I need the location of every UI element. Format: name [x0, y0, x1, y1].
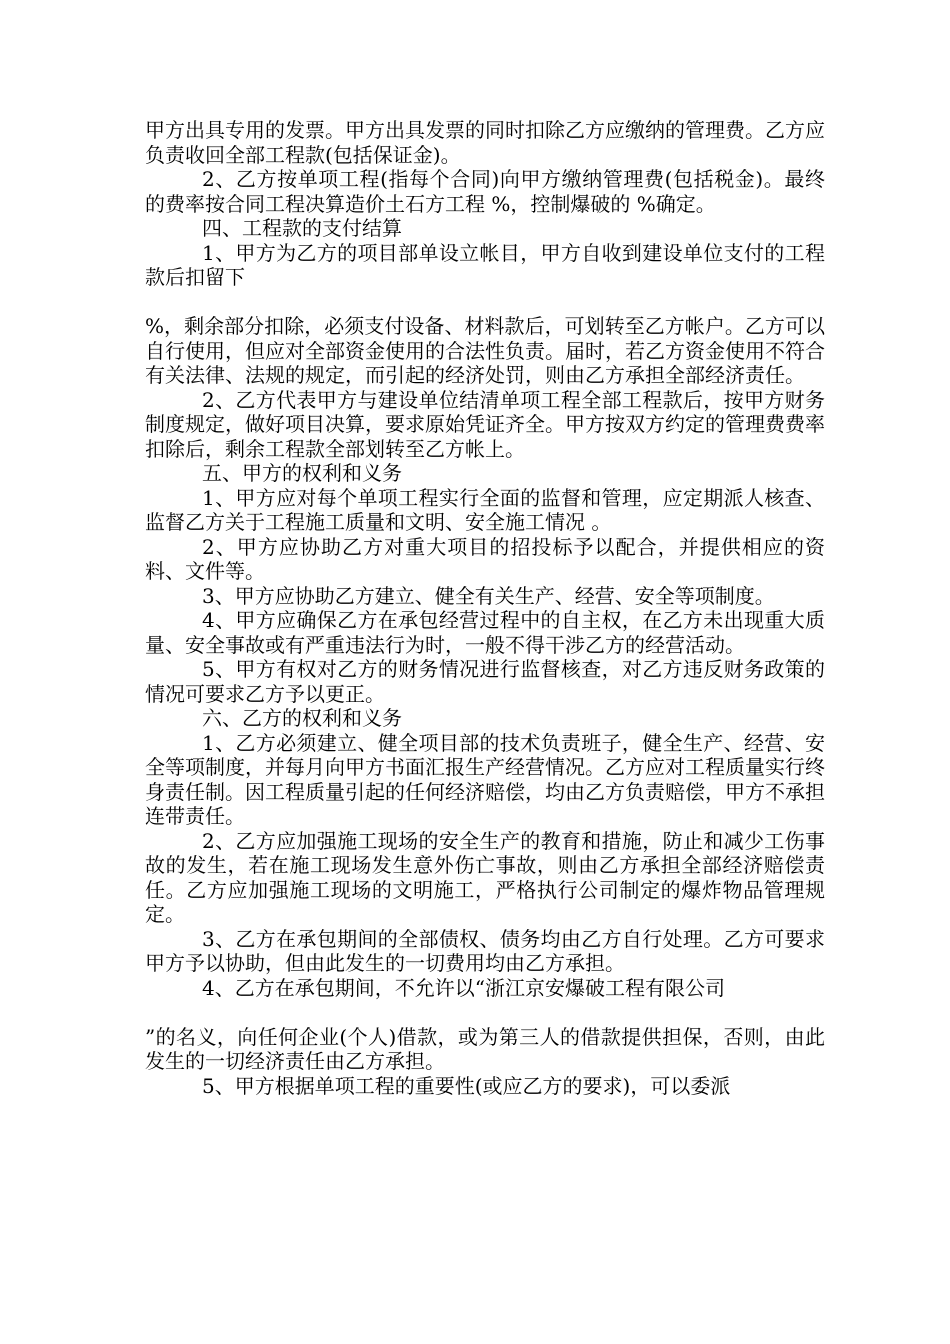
section-heading-party-a: 五、甲方的权利和义务	[202, 461, 402, 485]
paragraph-party-b-2: 2、乙方应加强施工现场的安全生产的教育和措施，防止和减少工伤事故的发生，若在施工现场发生意外伤亡事故，则由乙方承担全部经济赔偿责任。乙方应加强施工现场的文明施工，严格执行公司制定的爆炸物品管理规定。	[145, 828, 825, 926]
paragraph-payment-2: 2、乙方代表甲方与建设单位结清单项工程全部工程款后，按甲方财务制度规定，做好项目决算，要求原始凭证齐全。甲方按双方约定的管理费费率扣除后，剩余工程款全部划转至乙方帐上。	[145, 387, 825, 461]
paragraph-party-b-4-cont: ”的名义，向任何企业(个人)借款，或为第三人的借款提供担保，否则，由此发生的一切经济责任由乙方承担。	[145, 1024, 825, 1073]
paragraph-party-b-5: 5、甲方根据单项工程的重要性(或应乙方的要求)，可以委派	[202, 1073, 731, 1098]
paragraph-party-b-1: 1、乙方必须建立、健全项目部的技术负责班子，健全生产、经营、安全等项制度，并每月向甲方书面汇报生产经营情况。乙方应对工程质量实行终身责任制。因工程质量引起的任何经济赔偿，均由乙方负责赔偿，甲方不承担连带责任。	[145, 730, 825, 828]
section-heading-party-b: 六、乙方的权利和义务	[202, 706, 402, 730]
paragraph-party-b-4: 4、乙方在承包期间，不允许以“浙江京安爆破工程有限公司	[202, 975, 725, 1000]
paragraph-management-fee: 2、乙方按单项工程(指每个合同)向甲方缴纳管理费(包括税金)。最终的费率按合同工程决算造价土石方工程 %，控制爆破的 %确定。	[145, 167, 825, 216]
paragraph-party-a-1: 1、甲方应对每个单项工程实行全面的监督和管理，应定期派人核查、监督乙方关于工程施工质量和文明、安全施工情况 。	[145, 485, 825, 534]
paragraph-payment-1-cont: %，剩余部分扣除，必须支付设备、材料款后，可划转至乙方帐户。乙方可以自行使用，但应对全部资金使用的合法性负责。届时，若乙方资金使用不符合有关法律、法规的规定，而引起的经济处罚，则由乙方承担全部经济责任。	[145, 314, 825, 387]
blank-line	[145, 1000, 825, 1025]
paragraph-party-b-3: 3、乙方在承包期间的全部债权、债务均由乙方自行处理。乙方可要求甲方予以协助，但由此发生的一切费用均由乙方承担。	[145, 926, 825, 975]
paragraph-invoice: 甲方出具专用的发票。甲方出具发票的同时扣除乙方应缴纳的管理费。乙方应负责收回全部工程款(包括保证金)。	[145, 118, 825, 167]
blank-line	[145, 290, 825, 315]
paragraph-party-a-5: 5、甲方有权对乙方的财务情况进行监督核查，对乙方违反财务政策的情况可要求乙方予以更正。	[145, 657, 825, 706]
section-heading-payment: 四、工程款的支付结算	[202, 216, 402, 240]
paragraph-party-a-4: 4、甲方应确保乙方在承包经营过程中的自主权，在乙方未出现重大质量、安全事故或有严重违法行为时，一般不得干涉乙方的经营活动。	[145, 608, 825, 657]
paragraph-party-a-2: 2、甲方应协助乙方对重大项目的招投标予以配合，并提供相应的资料、文件等。	[145, 534, 825, 583]
document-page	[145, 118, 825, 1098]
paragraph-party-a-3: 3、甲方应协助乙方建立、健全有关生产、经营、安全等项制度。	[202, 583, 775, 608]
paragraph-payment-1: 1、甲方为乙方的项目部单设立帐目，甲方自收到建设单位支付的工程款后扣留下	[145, 240, 825, 289]
